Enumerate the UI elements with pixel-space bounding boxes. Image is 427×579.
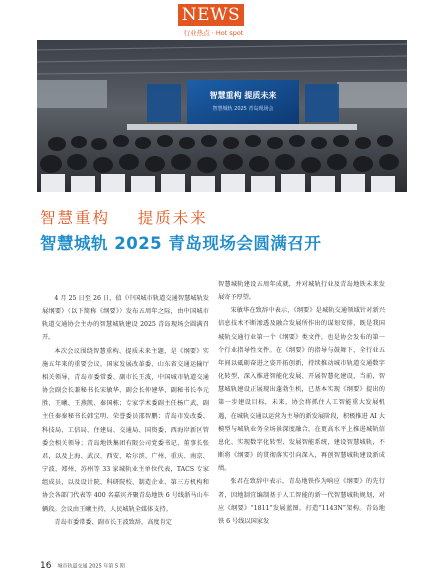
page-number: 16	[40, 561, 52, 571]
paragraph: 宋敏华在致辞中表示，《纲要》是城轨交通领域针对新兴信息技术不断渗透及融合发展所作出的谋划安排，既是我国城轨交通行业第一个《纲要》类文件，也是协会发布的第一个行业指导性文件。在《纲要》的指导与鼓舞下，全行业五年间以砥砺奋进之姿开拓创新，持续推动城市轨道交通数字化转型，深入推进智能化发展、开展智慧化建设，当前，智慧城轨建设正展现出蓬勃生机，已基本实现《纲要》提出的第一步建设目标，未来，协会将抓住人工智能重大发展机遇，在城轨交通以运营为主导的新发展阶段，积极推进 AI 大模型与城轨业务全场景深度融合，在更高水平上推进城轨信息化、实现数字化转型、发展智能系统，建设智慧城轨，不断将《纲要》的贯彻落实引向深入，再创智慧城轨建设新成绩。	[218, 307, 385, 473]
publication-name: 城市轨道交通 2025 年第 5 期	[57, 563, 125, 570]
article-title-tagline: 智慧重构 提质未来	[40, 209, 208, 227]
paragraph: 本次会议围绕智慧重构、提质未来主题，是《纲要》实施五年来的重要会议。国家发展改革委、山东省交通运输厅相关领导，青岛市委常委、副市长王波，中国城市轨道交通协会副会长兼秘书长宋敏华、副会长仲建华，副秘书长李元胜、王曦、王燕凯、秦国栋；专家学术委副主任杨广武、副主任秦秦秘书长韩宝明、荣誉委员邵智鹏；青岛市发改委、科技局、工信局、住建局、交通局、国资委、西海岸新区管委会相关领导；青岛地铁集团有限公司党委书记、董事长张君，以及上海、武汉、西安、哈尔滨、广州、重庆、南京、宁波、郑州、苏州等 33 家城轨业主单位代表，TACS 专家组成员，以及设计院、科研院校、制造企业、第三方机构和协会各部门代表等 400 名嘉宾齐聚青岛地铁 6 号线浙马山车辆段。会议由王曦主持，人民城轨全媒体支持。	[42, 347, 209, 513]
section-subtitle: 行业热点 · Hot spot	[183, 29, 244, 37]
article-column-left	[42, 292, 209, 529]
screen-subtitle: 智慧城轨 2025 青岛现场会	[212, 106, 274, 112]
paragraph: 4 月 25 日至 26 日，值《中国城市轨道交通智慧城轨发展纲要》（以下简称《纲要》）发布五周年之际，由中国城市轨道交通协会主办的智慧城轨建设 2025 青岛现场会圆满召开。	[42, 295, 209, 342]
news-badge: NEWS	[178, 4, 244, 26]
conference-photo	[37, 40, 407, 192]
page-header	[0, 0, 427, 40]
screen-title: 智慧重构 提质未来	[209, 91, 277, 100]
conference-photo-illustration	[37, 40, 407, 192]
stage-screen	[187, 80, 299, 124]
paragraph: 智慧城轨建设五周年成就，并对城轨行业及青岛地铁未来发展寄予厚望。	[218, 281, 385, 302]
article-title: 智慧城轨 2025 青岛现场会圆满召开	[40, 234, 322, 253]
paragraph: 张君在致辞中表示，青岛地铁作为响应《纲要》的先行者，因地制宜编制基于人工智能的新一代智慧城轨规划，对应《纲要》“1811”发展蓝图，打造“1143N”架构。青岛地铁 6 号线以国家发	[218, 478, 385, 525]
article-column-right	[218, 278, 385, 528]
page-footer	[40, 561, 125, 571]
paragraph: 青岛市委常委、副市长王波致辞，高度肯定	[54, 518, 172, 526]
